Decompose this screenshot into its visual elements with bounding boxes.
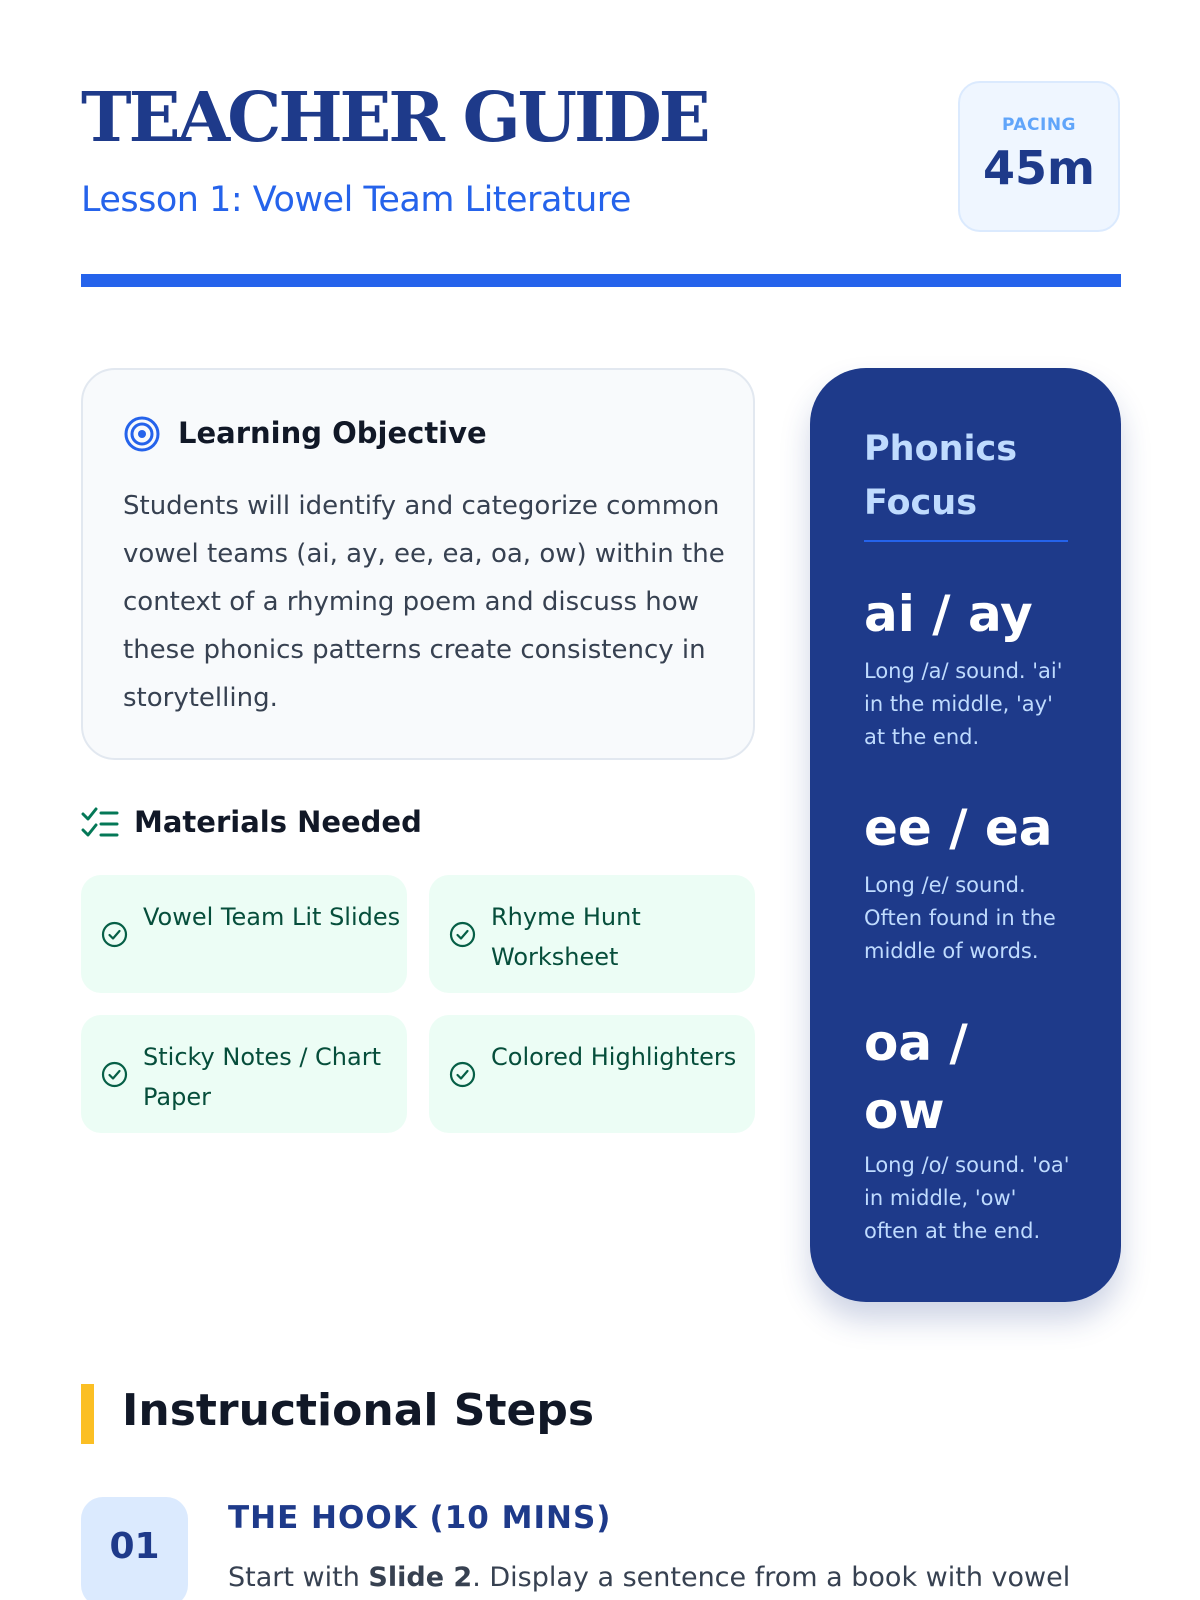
pacing-label: PACING: [1001, 115, 1077, 135]
section-accent-bar: [81, 1384, 94, 1444]
material-label: Vowel Team Lit Slides: [143, 903, 401, 931]
material-item: [429, 875, 755, 993]
material-label: Sticky Notes / Chart Paper: [143, 1043, 381, 1111]
step-number-badge: 01: [81, 1497, 188, 1600]
page-header: [81, 80, 1121, 290]
phonics-description: Long /a/ sound. 'ai' in the middle, 'ay' at the end.: [864, 659, 1063, 749]
material-item: [81, 875, 407, 993]
objective-text: Students will identify and categorize common vowel teams (ai, ay, ee, ea, oa, ow) within the context of a rhyming poem and discuss how these phonics patterns create consistency in storytelling.: [123, 491, 725, 713]
pacing-value: 45m: [983, 141, 1095, 195]
materials-title: Materials Needed: [134, 805, 422, 839]
page-title: TEACHER GUIDE: [81, 78, 708, 158]
header-divider: [81, 274, 1121, 287]
phonics-focus-panel: [810, 368, 1121, 1302]
steps-title: Instructional Steps: [122, 1385, 595, 1436]
phonics-title: Phonics Focus: [864, 429, 1018, 523]
learning-objective-card: [81, 368, 755, 760]
objective-title: Learning Objective: [178, 416, 487, 450]
pacing-badge: [958, 81, 1120, 232]
phonics-pattern: oa / ow: [864, 1014, 968, 1140]
target-icon: [123, 415, 161, 453]
step-text-before: Start with: [228, 1562, 369, 1593]
phonics-pattern: ai / ay: [864, 585, 1033, 643]
material-label: Colored Highlighters: [491, 1043, 737, 1071]
phonics-description: Long /e/ sound. Often found in the middle of words.: [864, 873, 1056, 963]
phonics-description: Long /o/ sound. 'oa' in middle, 'ow' often at the end.: [864, 1153, 1070, 1243]
phonics-pattern: ee / ea: [864, 799, 1053, 857]
material-item: [81, 1015, 407, 1133]
step-text: [228, 1562, 1128, 1593]
check-circle-icon: [101, 921, 128, 948]
step-text-after: . Display a sentence from a book with vowel: [472, 1562, 1071, 1593]
lesson-subtitle: Lesson 1: Vowel Team Literature: [81, 180, 631, 220]
material-item: [429, 1015, 755, 1133]
check-circle-icon: [449, 921, 476, 948]
checklist-icon: [81, 807, 119, 841]
step-text-bold: Slide 2: [368, 1562, 473, 1593]
check-circle-icon: [449, 1061, 476, 1088]
step-title: THE HOOK (10 MINS): [228, 1500, 612, 1536]
material-label: Rhyme Hunt Worksheet: [491, 903, 641, 971]
check-circle-icon: [101, 1061, 128, 1088]
phonics-divider: [864, 540, 1068, 542]
